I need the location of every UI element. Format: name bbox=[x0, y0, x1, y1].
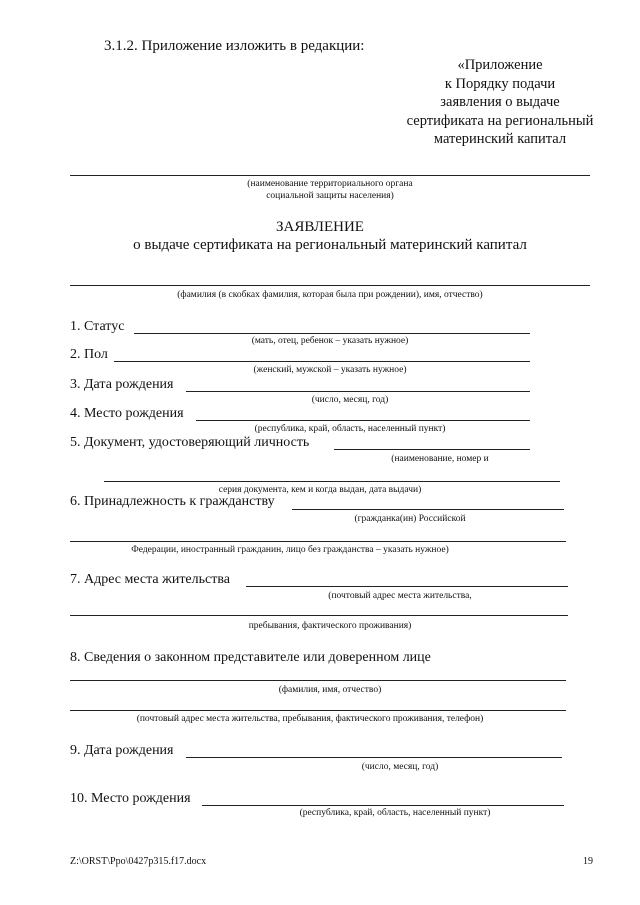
appendix-line-1: «Приложение bbox=[457, 57, 543, 73]
footer-file-path: Z:\ORST\Ppo\0427p315.f17.docx bbox=[70, 856, 207, 867]
field-id-doc-input-2[interactable] bbox=[104, 481, 560, 482]
field-sex-caption: (женский, мужской – указать нужное) bbox=[253, 365, 407, 375]
field-id-doc-label: 5. Документ, удостоверяющий личность bbox=[70, 435, 310, 450]
field-birthplace-label: 4. Место рождения bbox=[70, 406, 184, 421]
appendix-line-3: заявления о выдаче bbox=[440, 94, 560, 110]
page-title: ЗАЯВЛЕНИЕ bbox=[276, 219, 364, 235]
field-birthplace-caption: (республика, край, область, населенный пункт) bbox=[254, 424, 446, 434]
page-subtitle: о выдаче сертификата на региональный материнский капитал bbox=[133, 237, 527, 253]
footer-page-number: 19 bbox=[583, 856, 593, 867]
field-rep-birthplace-label: 10. Место рождения bbox=[70, 791, 191, 806]
field-id-doc-input[interactable] bbox=[334, 449, 530, 450]
org-caption-1: (наименование территориального органа bbox=[247, 179, 413, 189]
field-id-doc-caption-1: (наименование, номер и bbox=[391, 454, 489, 464]
field-address-caption-1: (почтовый адрес места жительства, bbox=[328, 591, 472, 601]
appendix-header bbox=[400, 56, 600, 149]
field-rep-birthdate-label: 9. Дата рождения bbox=[70, 743, 174, 758]
field-representative-name-input[interactable] bbox=[70, 680, 566, 681]
fio-caption: (фамилия (в скобках фамилия, которая была при рождении), имя, отчество) bbox=[177, 290, 483, 300]
intro-text: 3.1.2. Приложение изложить в редакции: bbox=[104, 38, 365, 54]
field-rep-birthdate-input[interactable] bbox=[186, 757, 562, 758]
fio-input-line[interactable] bbox=[70, 285, 590, 286]
field-address-input[interactable] bbox=[246, 586, 568, 587]
field-birthdate-label: 3. Дата рождения bbox=[70, 377, 174, 392]
field-address-caption-2: пребывания, фактического проживания) bbox=[248, 621, 412, 631]
field-citizenship-caption-2: Федерации, иностранный гражданин, лицо без гражданства – указать нужное) bbox=[131, 545, 449, 555]
field-birthdate-caption: (число, месяц, год) bbox=[311, 395, 389, 405]
field-sex-input[interactable] bbox=[114, 361, 530, 362]
field-rep-birthplace-input[interactable] bbox=[202, 805, 564, 806]
field-representative-address-input[interactable] bbox=[70, 710, 566, 711]
field-citizenship-input-2[interactable] bbox=[70, 541, 566, 542]
field-representative-caption-1: (фамилия, имя, отчество) bbox=[278, 685, 382, 695]
appendix-line-5: материнский капитал bbox=[433, 131, 567, 147]
org-caption-2: социальной защиты населения) bbox=[266, 191, 394, 201]
field-status-input[interactable] bbox=[134, 333, 530, 334]
field-status-caption: (мать, отец, ребенок – указать нужное) bbox=[251, 336, 409, 346]
field-citizenship-input[interactable] bbox=[292, 509, 564, 510]
appendix-line-2: к Порядку подачи bbox=[444, 75, 556, 92]
field-rep-birthplace-caption: (республика, край, область, населенный пункт) bbox=[299, 808, 491, 818]
field-representative-caption-2: (почтовый адрес места жительства, пребывания, фактического проживания, телефон) bbox=[136, 714, 484, 724]
field-citizenship-caption-1: (гражданка(ин) Российской bbox=[354, 514, 466, 524]
field-citizenship-label: 6. Принадлежность к гражданству bbox=[70, 494, 275, 509]
field-birthdate-input[interactable] bbox=[186, 391, 530, 392]
field-sex-label: 2. Пол bbox=[70, 347, 108, 362]
field-address-input-2[interactable] bbox=[70, 615, 568, 616]
field-status-label: 1. Статус bbox=[70, 319, 125, 334]
org-input-line[interactable] bbox=[70, 175, 590, 176]
appendix-line-4: сертификата на региональный bbox=[406, 112, 594, 129]
field-rep-birthdate-caption: (число, месяц, год) bbox=[361, 762, 439, 772]
field-id-doc-caption-2: серия документа, кем и когда выдан, дата выдачи) bbox=[218, 485, 422, 495]
field-address-label: 7. Адрес места жительства bbox=[70, 572, 230, 587]
field-birthplace-input[interactable] bbox=[196, 420, 530, 421]
field-representative-label: 8. Сведения о законном представителе или доверенном лице bbox=[70, 650, 431, 665]
